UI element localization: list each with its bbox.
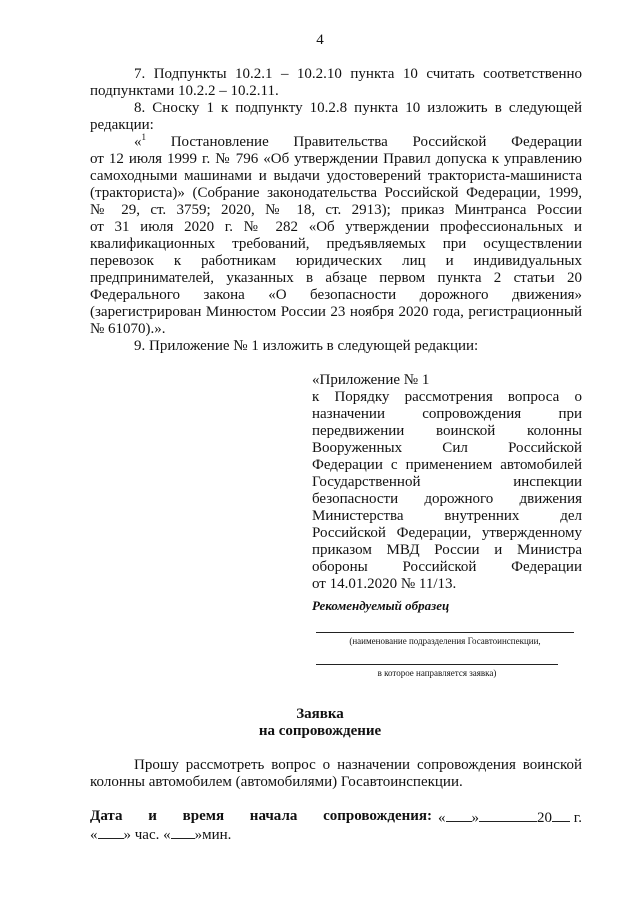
form-title: Заявка bbox=[296, 706, 344, 722]
department-line-1 bbox=[316, 632, 574, 633]
footnote-line-12: № 61070).». bbox=[90, 321, 166, 337]
item-7-line-1: 7. Подпункты 10.2.1 – 10.2.10 пункта 10 считать соответственно bbox=[134, 66, 582, 82]
sample-label: Рекомендуемый образец bbox=[312, 598, 450, 613]
date-open-quote: « bbox=[438, 810, 446, 826]
month-field[interactable] bbox=[479, 808, 537, 822]
item-9: 9. Приложение № 1 изложить в следующей редакции: bbox=[134, 338, 479, 354]
footnote-line-8: перевозок к работникам юридических лиц и индивидуальных bbox=[90, 253, 582, 269]
hours-open-quote: « bbox=[90, 827, 98, 843]
date-fields bbox=[438, 808, 582, 827]
form-subtitle: на сопровождение bbox=[258, 723, 382, 739]
appendix-heading: «Приложение № 1 bbox=[312, 372, 430, 388]
year-suffix: г. bbox=[573, 810, 582, 826]
appendix-line-12: от 14.01.2020 № 11/13. bbox=[312, 576, 457, 592]
footnote-open-quote: « bbox=[134, 134, 142, 150]
footnote-text-1: Постановление Правительства Российской Федерации bbox=[170, 134, 582, 150]
footnote-line-11: (зарегистрирован Минюстом России 23 ноября 2020 года, регистрационный bbox=[90, 304, 582, 320]
footnote-line-1 bbox=[134, 134, 582, 151]
footnote-line-10: Федерального закона «О безопасности дорожного движения» bbox=[90, 287, 582, 303]
department-caption-1: (наименование подразделения Госавтоинспекции, bbox=[349, 636, 541, 646]
request-line-1: Прошу рассмотреть вопрос о назначении сопровождения воинской bbox=[134, 757, 582, 773]
appendix-line-11: обороны Российской Федерации bbox=[312, 559, 582, 575]
item-8-line-1: 8. Сноску 1 к подпункту 10.2.8 пункта 10 изложить в следующей bbox=[134, 100, 582, 116]
appendix-line-3: передвижении воинской колонны bbox=[312, 423, 582, 439]
hours-field[interactable] bbox=[98, 825, 124, 839]
appendix-line-10: приказом МВД России и Министра bbox=[312, 542, 582, 558]
minutes-field[interactable] bbox=[171, 825, 195, 839]
footnote-line-6: от 31 июля 2020 г. № 282 «Об утверждении профессиональных и bbox=[90, 219, 582, 235]
footnote-line-3: самоходными машинами и выдачи удостоверений тракториста-машиниста bbox=[90, 168, 582, 184]
department-caption-2: в которое направляется заявка) bbox=[377, 668, 497, 678]
footnote-line-5: № 29, ст. 3759; 2020, № 18, ст. 2913); приказ Минтранса России bbox=[90, 202, 582, 218]
item-7-line-2: подпунктами 10.2.2 – 10.2.11. bbox=[90, 83, 279, 99]
footnote-line-9: предпринимателей, указанных в абзаце первом пункта 2 статьи 20 bbox=[90, 270, 582, 286]
minutes-label: »мин. bbox=[194, 827, 232, 843]
appendix-line-8: Министерства внутренних дел bbox=[312, 508, 582, 524]
date-label: Дата и время начала сопровождения: bbox=[90, 808, 433, 824]
time-row bbox=[90, 825, 231, 844]
appendix-line-6: Государственной инспекции bbox=[312, 474, 582, 490]
footnote-line-2: от 12 июля 1999 г. № 796 «Об утверждении Правил допуска к управлению bbox=[90, 151, 582, 167]
appendix-line-9: Российской Федерации, утвержденному bbox=[312, 525, 582, 541]
year-prefix: 20 bbox=[537, 810, 553, 826]
footnote-line-7: квалификационных требований, предъявляемых при осуществлении bbox=[90, 236, 582, 252]
footnote-line-4: (тракториста)» (Собрание законодательства Российской Федерации, 1999, bbox=[90, 185, 582, 201]
date-close-quote: » bbox=[471, 810, 480, 826]
appendix-line-4: Вооруженных Сил Российской bbox=[312, 440, 582, 456]
appendix-line-5: Федерации с применением автомобилей bbox=[312, 457, 582, 473]
item-8-line-2: редакции: bbox=[90, 117, 154, 133]
day-field[interactable] bbox=[446, 808, 472, 822]
page-number: 4 bbox=[316, 32, 324, 48]
footnote-mark: 1 bbox=[141, 132, 146, 142]
year-field[interactable] bbox=[552, 808, 570, 822]
department-line-2 bbox=[316, 664, 558, 665]
hours-label: » час. « bbox=[123, 827, 171, 843]
appendix-line-7: безопасности дорожного движения bbox=[312, 491, 582, 507]
request-line-2: колонны автомобилем (автомобилями) Госавтоинспекции. bbox=[90, 774, 463, 790]
appendix-line-2: назначении сопровождения при bbox=[312, 406, 582, 422]
appendix-line-1: к Порядку рассмотрения вопроса о bbox=[312, 389, 582, 405]
